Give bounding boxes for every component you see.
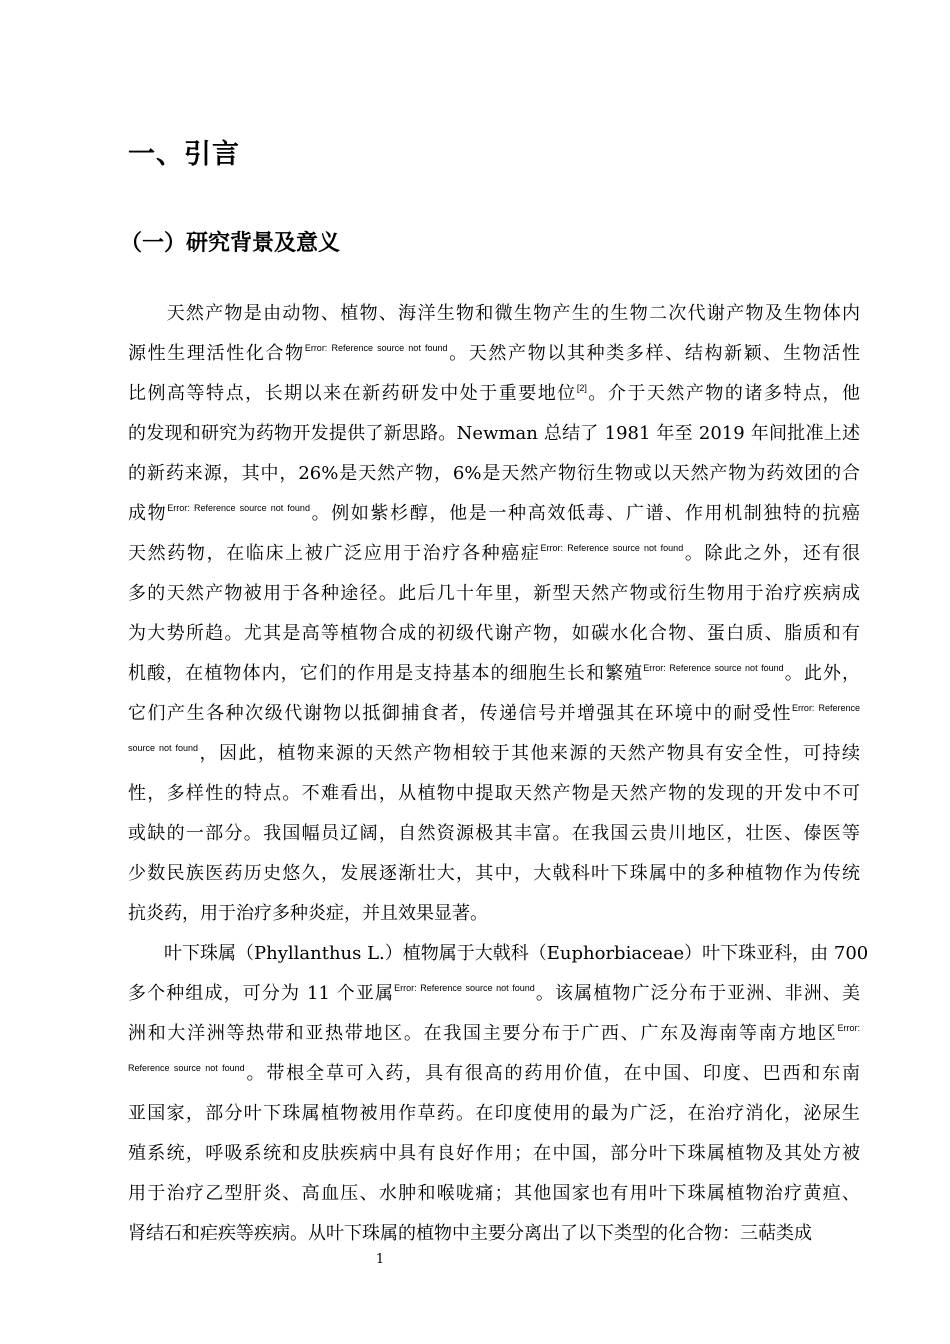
citation-reference: [2] — [576, 383, 587, 393]
text-line — [128, 334, 860, 374]
citation-reference: Reference source not found — [128, 1063, 245, 1073]
text-segment: 成物 — [128, 503, 168, 524]
text-line — [128, 894, 860, 934]
text-segment: 。天然产物以其种类多样、结构新颖、生物活性 — [447, 343, 861, 364]
text-segment: 或缺的一部分。我国幅员辽阔，自然资源极其丰富。在我国云贵川地区，壮医、傣医等 — [128, 823, 860, 844]
text-line — [128, 854, 860, 894]
text-segment: 。例如紫杉醇，他是一种高效低毒、广谱、作用机制独特的抗癌 — [309, 503, 861, 524]
text-line — [128, 1054, 860, 1094]
text-segment: 。除此之外，还有很 — [683, 543, 861, 564]
text-line — [128, 1174, 860, 1214]
citation-reference: Error: Reference source not found — [394, 983, 535, 993]
text-segment: 肾结石和疟疾等疾病。从叶下珠属的植物中主要分离出了以下类型的化合物：三萜类成 — [128, 1223, 812, 1244]
text-segment: 。介于天然产物的诸多特点，他 — [586, 383, 861, 404]
text-line — [128, 1214, 860, 1254]
citation-reference: Error: Reference source not found — [167, 503, 310, 513]
text-segment: 少数民族医药历史悠久，发展逐渐壮大，其中，大戟科叶下珠属中的多种植物作为传统 — [128, 863, 860, 884]
chapter-heading: 一、引言 — [128, 139, 240, 170]
text-segment: 源性生理活性化合物 — [128, 343, 305, 364]
text-segment: 的新药来源，其中，26%是天然产物，6%是天然产物衍生物或以天然产物为药效团的合 — [128, 463, 860, 484]
text-line — [128, 294, 860, 334]
text-line — [128, 454, 860, 494]
citation-reference: Error: — [837, 1023, 860, 1033]
text-line — [128, 574, 860, 614]
text-segment: 机酸，在植物体内，它们的作用是支持基本的细胞生长和繁殖 — [128, 663, 644, 684]
citation-reference: Error: Reference source not found — [304, 343, 448, 353]
text-segment: ，因此，植物来源的天然产物相较于其他来源的天然产物具有安全性，可持续 — [198, 743, 860, 764]
text-segment: 。带根全草可入药，具有很高的药用价值，在中国、印度、巴西和东南 — [244, 1063, 860, 1084]
text-segment: 的发现和研究为药物开发提供了新思路。Newman 总结了 1981 年至 2019 年间批准上述 — [128, 423, 860, 444]
text-line — [128, 734, 860, 774]
citation-reference: source not found — [128, 743, 198, 753]
text-segment: 天然产物是由动物、植物、海洋生物和微生物产生的生物二次代谢产物及生物体内 — [128, 303, 860, 324]
text-segment: 多的天然产物被用于各种途径。此后几十年里，新型天然产物或衍生物用于治疗疾病成 — [128, 583, 860, 604]
citation-reference: Error: Reference — [791, 703, 860, 713]
text-segment: 用于治疗乙型肝炎、高血压、水肿和喉咙痛；其他国家也有用叶下珠属植物治疗黄疸、 — [128, 1183, 860, 1204]
text-line — [128, 494, 860, 534]
text-line — [128, 694, 860, 734]
citation-reference: Error: Reference source not found — [540, 543, 684, 553]
text-line — [128, 1134, 860, 1174]
text-segment: 为大势所趋。尤其是高等植物合成的初级代谢产物，如碳水化合物、蛋白质、脂质和有 — [128, 623, 860, 644]
section-heading: （一）研究背景及意义 — [120, 231, 341, 256]
text-segment: 比例高等特点，长期以来在新药研发中处于重要地位 — [128, 383, 577, 404]
text-segment: 叶下珠属（Phyllanthus L.）植物属于大戟科（Euphorbiaceae）叶下珠亚科，由 700 — [128, 943, 869, 964]
text-line — [128, 1094, 860, 1134]
text-line — [128, 654, 860, 694]
text-segment: 。此外， — [783, 663, 861, 684]
text-segment: 天然药物，在临床上被广泛应用于治疗各种癌症 — [128, 543, 541, 564]
text-line — [128, 534, 860, 574]
text-line — [128, 614, 860, 654]
text-line — [128, 774, 860, 814]
text-line — [128, 414, 860, 454]
text-segment: 殖系统，呼吸系统和皮肤疾病中具有良好作用；在中国，部分叶下珠属植物及其处方被 — [128, 1143, 860, 1164]
text-line — [128, 974, 860, 1014]
text-line — [128, 374, 860, 414]
page-number: 1 — [375, 1252, 385, 1267]
citation-reference: Error: Reference source not found — [643, 663, 784, 673]
text-line — [128, 1014, 860, 1054]
text-segment: 。该属植物广泛分布于亚洲、非洲、美 — [534, 983, 860, 1004]
body-text — [128, 294, 869, 1254]
text-segment: 抗炎药，用于治疗多种炎症，并且效果显著。 — [128, 903, 488, 924]
text-segment: 性，多样性的特点。不难看出，从植物中提取天然产物是天然产物的发现的开发中不可 — [128, 783, 860, 804]
text-segment: 洲和大洋洲等热带和亚热带地区。在我国主要分布于广西、广东及海南等南方地区 — [128, 1023, 838, 1044]
text-segment: 亚国家，部分叶下珠属植物被用作草药。在印度使用的最为广泛，在治疗消化，泌尿生 — [128, 1103, 860, 1124]
text-line — [128, 934, 869, 974]
text-line — [128, 814, 860, 854]
text-segment: 它们产生各种次级代谢物以抵御捕食者，传递信号并增强其在环境中的耐受性 — [128, 703, 792, 724]
text-segment: 多个种组成，可分为 11 个亚属 — [128, 983, 395, 1004]
